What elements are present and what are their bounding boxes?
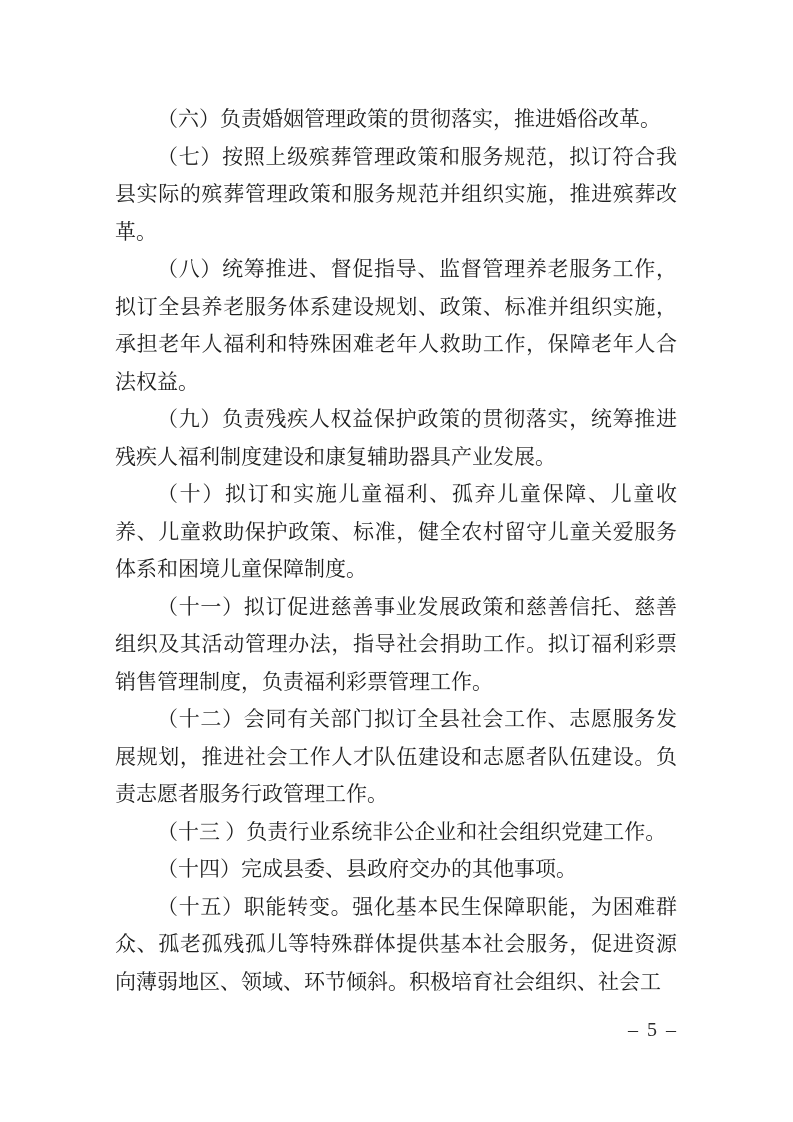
paragraph-item-13: （十三 ）负责行业系统非公企业和社会组织党建工作。 xyxy=(157,819,667,844)
paragraph-item-7: （七）按照上级殡葬管理政策和服务规范，拟订符合我县实际的殡葬管理政策和服务规范并组织实施，推进殡葬改革。 xyxy=(115,144,677,244)
paragraph-item-10: （十）拟订和实施儿童福利、孤弃儿童保障、儿童收养、儿童救助保护政策、标准，健全农村留守儿童关爱服务体系和困境儿童保障制度。 xyxy=(115,482,677,581)
paragraph-item-6: （六）负责婚姻管理政策的贯彻落实，推进婚俗改革。 xyxy=(157,107,661,131)
paragraph-item-12: （十二）会同有关部门拟订全县社会工作、志愿服务发展规划，推进社会工作人才队伍建设和志愿者队伍建设。负责志愿者服务行政管理工作。 xyxy=(115,707,677,806)
paragraph-item-8: （八）统筹推进、督促指导、监督管理养老服务工作，拟订全县养老服务体系建设规划、政策、标准并组织实施，承担老年人福利和特殊困难老年人救助工作，保障老年人合法权益。 xyxy=(115,257,677,394)
document-body xyxy=(115,101,677,1001)
page-number: – 5 – xyxy=(628,1019,678,1041)
paragraph-item-9: （九）负责残疾人权益保护政策的贯彻落实，统筹推进残疾人福利制度建设和康复辅助器具产业发展。 xyxy=(115,407,677,469)
paragraph-item-11: （十一）拟订促进慈善事业发展政策和慈善信托、慈善组织及其活动管理办法，指导社会捐助工作。拟订福利彩票销售管理制度，负责福利彩票管理工作。 xyxy=(115,594,677,694)
paragraph-item-15: （十五）职能转变。强化基本民生保障职能，为困难群众、孤老孤残孤儿等特殊群体提供基本社会服务，促进资源向薄弱地区、领域、环节倾斜。积极培育社会组织、社会工 xyxy=(115,894,677,994)
paragraph-item-14: （十四）完成县委、县政府交办的其他事项。 xyxy=(157,857,577,881)
